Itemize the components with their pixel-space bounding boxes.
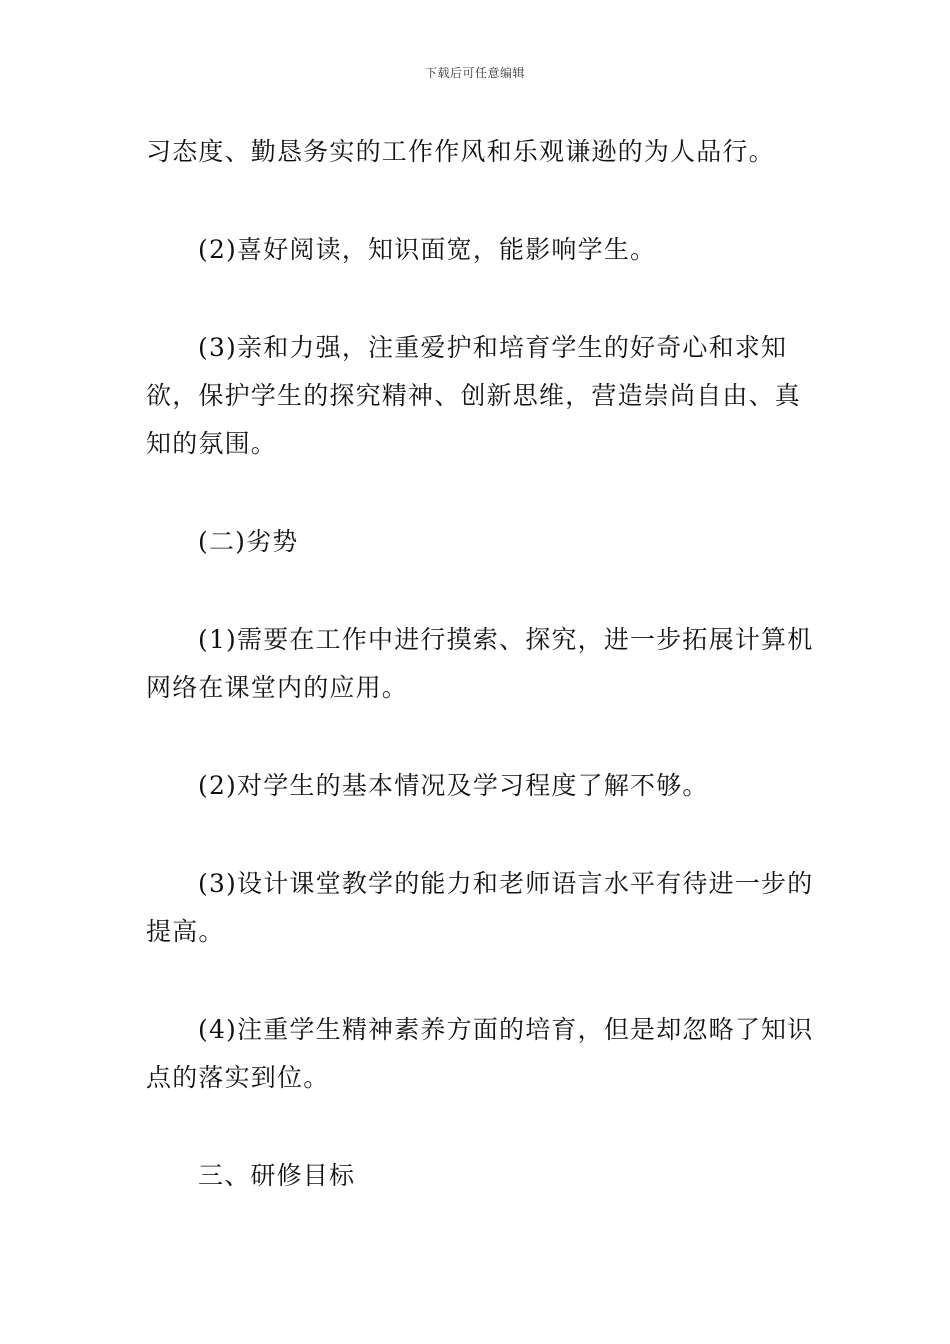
paragraph-continuation: 习态度、勤恳务实的工作作风和乐观谦逊的为人品行。 — [146, 137, 775, 166]
paragraph-weakness-1: (1)需要在工作中进行摸索、探究，进一步拓展计算机网络在课堂内的应用。 — [146, 625, 814, 702]
document-body — [146, 128, 818, 1200]
paragraph-weakness-4: (4)注重学生精神素养方面的培育，但是却忽略了知识点的落实到位。 — [146, 1015, 814, 1092]
paragraph-weakness-2: (2)对学生的基本情况及学习程度了解不够。 — [198, 771, 709, 800]
paragraph-strength-3: (3)亲和力强，注重爱护和培育学生的好奇心和求知欲，保护学生的探究精神、创新思维，营造崇尚自由、真知的氛围。 — [146, 333, 802, 458]
page-header-note: 下载后可任意编辑 — [424, 66, 525, 80]
section-heading-weaknesses: (二)劣势 — [198, 527, 299, 556]
paragraph-strength-2: (2)喜好阅读，知识面宽，能影响学生。 — [198, 235, 657, 264]
section-heading-goals: 三、研修目标 — [198, 1161, 356, 1190]
paragraph-weakness-3: (3)设计课堂教学的能力和老师语言水平有待进一步的提高。 — [146, 869, 814, 946]
